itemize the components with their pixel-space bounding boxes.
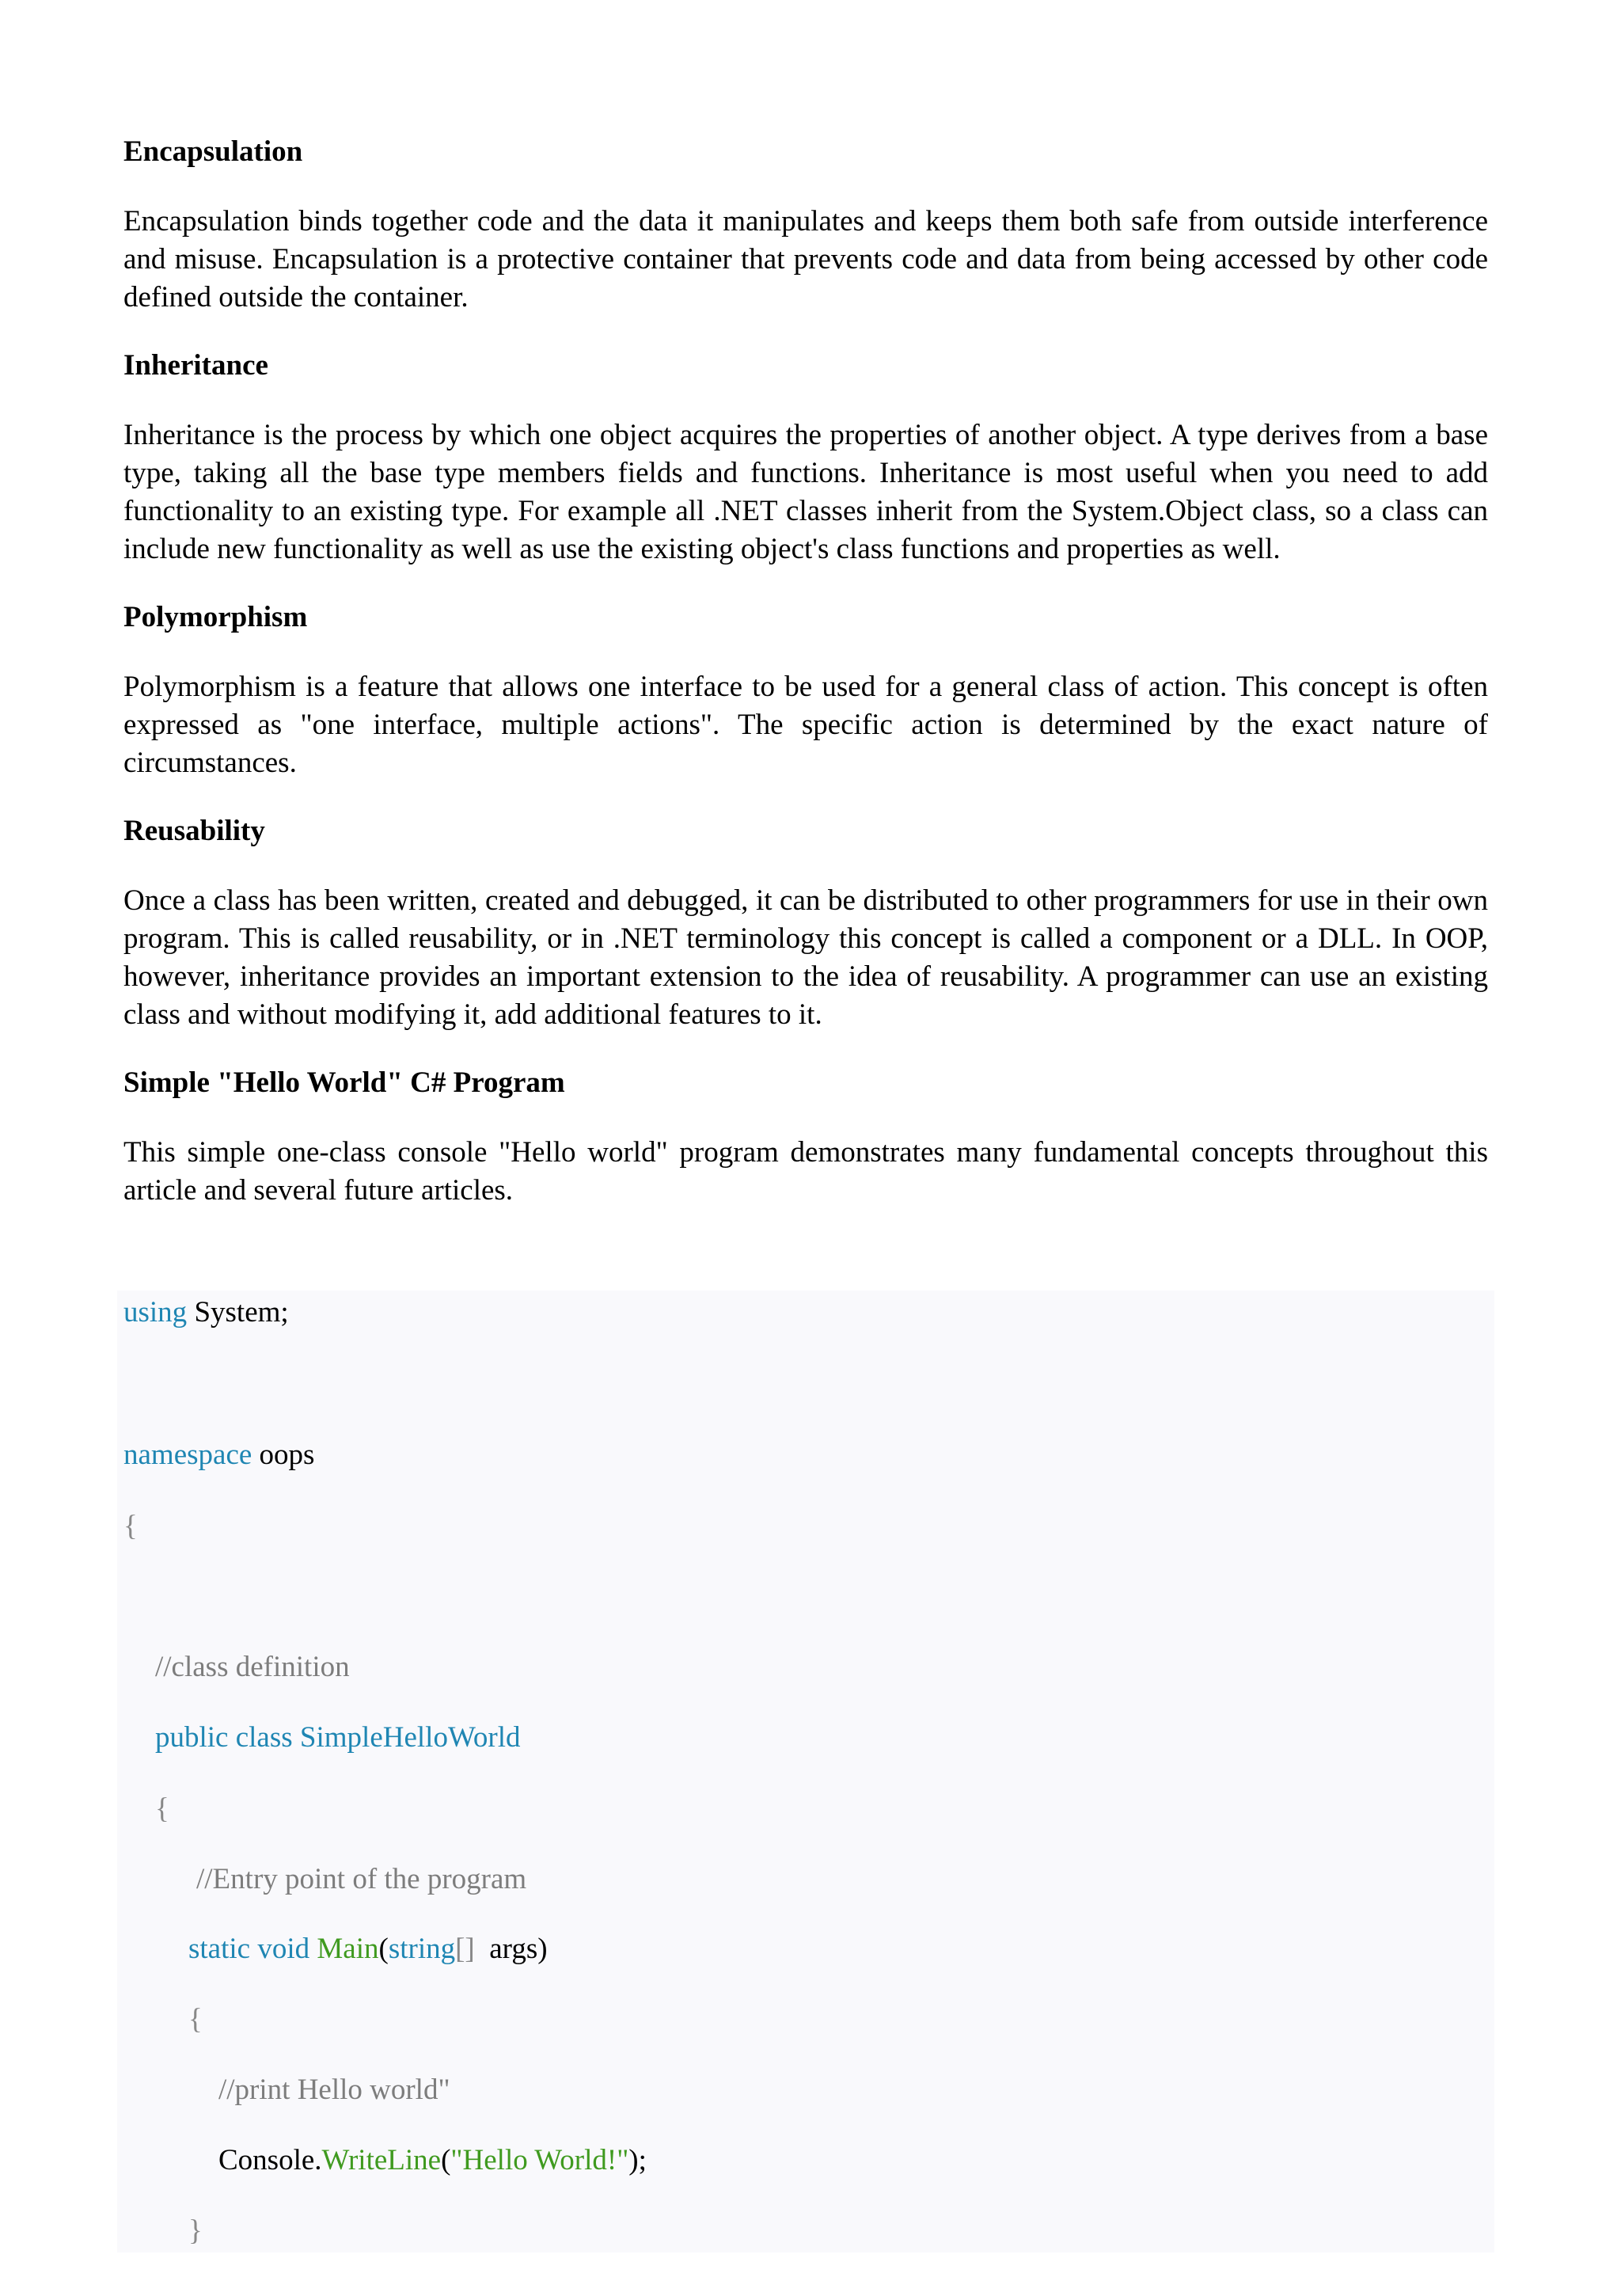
code-text: oops [259, 1439, 315, 1471]
code-text: System; [194, 1296, 289, 1329]
heading-hello-world: Simple "Hello World" C# Program [123, 1066, 565, 1099]
code-line-method-close-brace: } [188, 2214, 203, 2247]
code-comment-class-definition: //class definition [155, 1651, 350, 1683]
code-line-writeline: Console.WriteLine("Hello World!"); [218, 2144, 647, 2176]
code-keyword: static void [188, 1933, 310, 1965]
heading-inheritance: Inheritance [123, 349, 268, 382]
code-keyword: namespace [123, 1439, 252, 1471]
code-line-using [123, 1294, 289, 1332]
heading-polymorphism: Polymorphism [123, 601, 308, 633]
code-comment-print: //print Hello world" [218, 2074, 450, 2106]
code-string: "Hello World!" [450, 2144, 629, 2176]
code-line-class-declaration: public class SimpleHelloWorld [155, 1721, 521, 1754]
code-line-namespace [123, 1436, 314, 1474]
paragraph-hello-world: This simple one-class console "Hello world" program demonstrates many fundamental concepts throughout this article and several future articles. [123, 1136, 1488, 1207]
heading-reusability: Reusability [123, 815, 265, 847]
heading-encapsulation: Encapsulation [123, 135, 303, 168]
paragraph-encapsulation: Encapsulation binds together code and the data it manipulates and keeps them both safe from outside interference and misuse. Encapsulation is a protective container that prevents code and data from being accessed by other code defined outside the container. [123, 205, 1488, 314]
code-block [117, 1291, 1494, 2252]
code-function: Main [317, 1933, 379, 1965]
document-body [123, 133, 1488, 1210]
code-line-class-open-brace: { [155, 1792, 169, 1825]
paragraph-inheritance: Inheritance is the process by which one object acquires the properties of another object. A type derives from a base type, taking all the base type members fields and functions. Inheritance is most useful when you need to add functionality to an existing type. For example all .NET classes inherit from the System.Object class, so a class can include new functionality as well as use the existing object's class functions and properties as well. [123, 419, 1488, 565]
code-comment-entry-point: //Entry point of the program [196, 1863, 527, 1895]
code-keyword: using [123, 1296, 188, 1329]
code-keyword: string [388, 1933, 456, 1965]
paragraph-polymorphism: Polymorphism is a feature that allows one interface to be used for a general class of action. This concept is often expressed as "one interface, multiple actions". The specific action is determined by the exact nature of circumstances. [123, 671, 1488, 779]
code-line-main-method: static void Main(string[] args) [188, 1933, 548, 1965]
code-line-method-open-brace: { [188, 2003, 203, 2036]
code-function: WriteLine [321, 2144, 442, 2176]
code-line-open-brace: { [123, 1510, 138, 1542]
paragraph-reusability: Once a class has been written, created and debugged, it can be distributed to other programmers for use in their own program. This is called reusability, or in .NET terminology this concept is called a component or a DLL. In OOP, however, inheritance provides an important extension to the idea of reusability. A programmer can use an existing class and without modifying it, add additional features to it. [123, 884, 1488, 1031]
